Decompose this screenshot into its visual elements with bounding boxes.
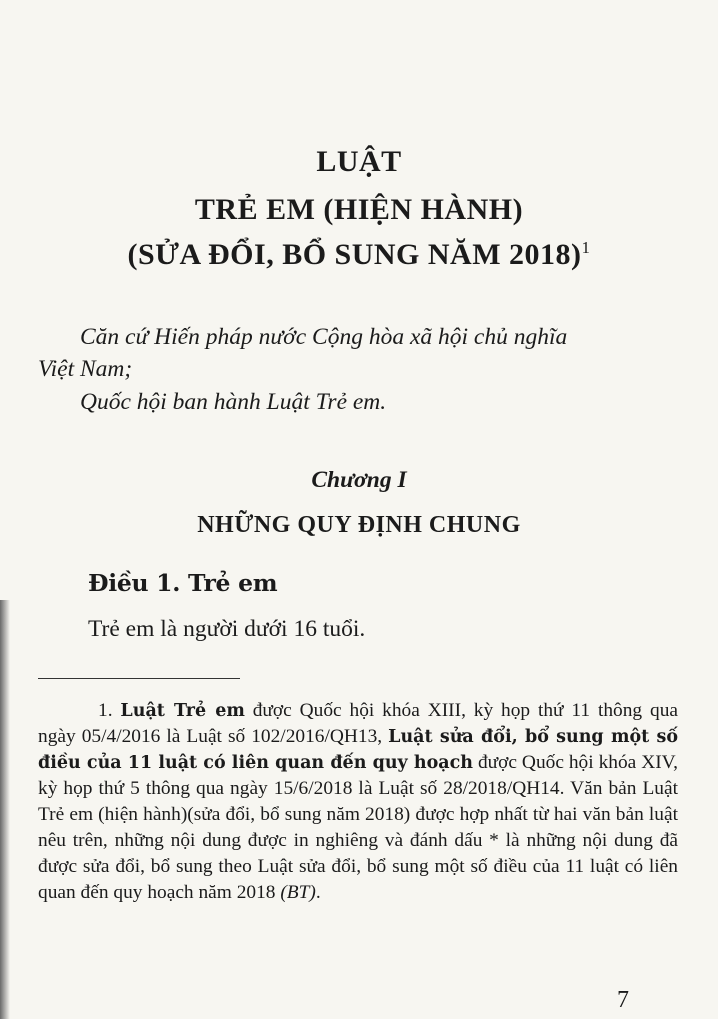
- law-title-line-2: TRẺ EM (HIỆN HÀNH): [194, 193, 524, 226]
- chapter-label: Chương I: [311, 467, 407, 493]
- chapter-title: NHỮNG QUY ĐỊNH CHUNG: [197, 512, 521, 538]
- footnote-text-2: được Quốc hội khóa XIV, kỳ họp thứ 5 thông qua ngày 15/6/2018 là Luật số 28/2018/QH14. Văn bản Luật Trẻ em (hiện hành)(sửa đổi, bổ sung năm 2018) được hợp nhất từ hai văn bản luật nêu trên, những nội dung được in nghiêng và đánh dấu * là những nội dung đã được sửa đổi, bổ sung theo Luật sửa đổi, bổ sung một số điều của 11 luật có liên quan đến quy hoạch năm 2018: [38, 752, 679, 903]
- footnote-reference: 1: [581, 238, 591, 257]
- page-number: 7: [617, 987, 629, 1013]
- footnote-text-1: được Quốc hội khóa XIII, kỳ họp thứ 11 thông qua ngày 05/4/2016 là Luật số 102/2016/QH13,: [38, 700, 678, 747]
- footnote-bold-2: Luật sửa đổi, bổ sung một số điều của 11 luật có liên quan đến quy hoạch: [38, 727, 679, 773]
- footnote-bold-1: Luật Trẻ em: [120, 701, 245, 721]
- preamble-line-2: Việt Nam;: [38, 356, 133, 382]
- preamble-line-1: Căn cứ Hiến pháp nước Cộng hòa xã hội chủ nghĩa: [80, 324, 568, 350]
- article-heading: Điều 1. Trẻ em: [88, 569, 278, 597]
- footnote-divider: [38, 678, 240, 679]
- article-body: Trẻ em là người dưới 16 tuổi.: [88, 616, 366, 642]
- preamble-line-3: Quốc hội ban hành Luật Trẻ em.: [80, 389, 387, 415]
- law-title-line-1: LUẬT: [316, 145, 402, 178]
- footnote-italic-end: (BT): [280, 882, 316, 903]
- page-edge-shadow: [0, 600, 10, 1019]
- footnote-number: 1.: [98, 700, 113, 721]
- footnote: [38, 698, 678, 906]
- footnote-end: .: [315, 882, 321, 903]
- law-title-line-3: (SỬA ĐỔI, BỔ SUNG NĂM 2018)$^1$: [127, 238, 591, 271]
